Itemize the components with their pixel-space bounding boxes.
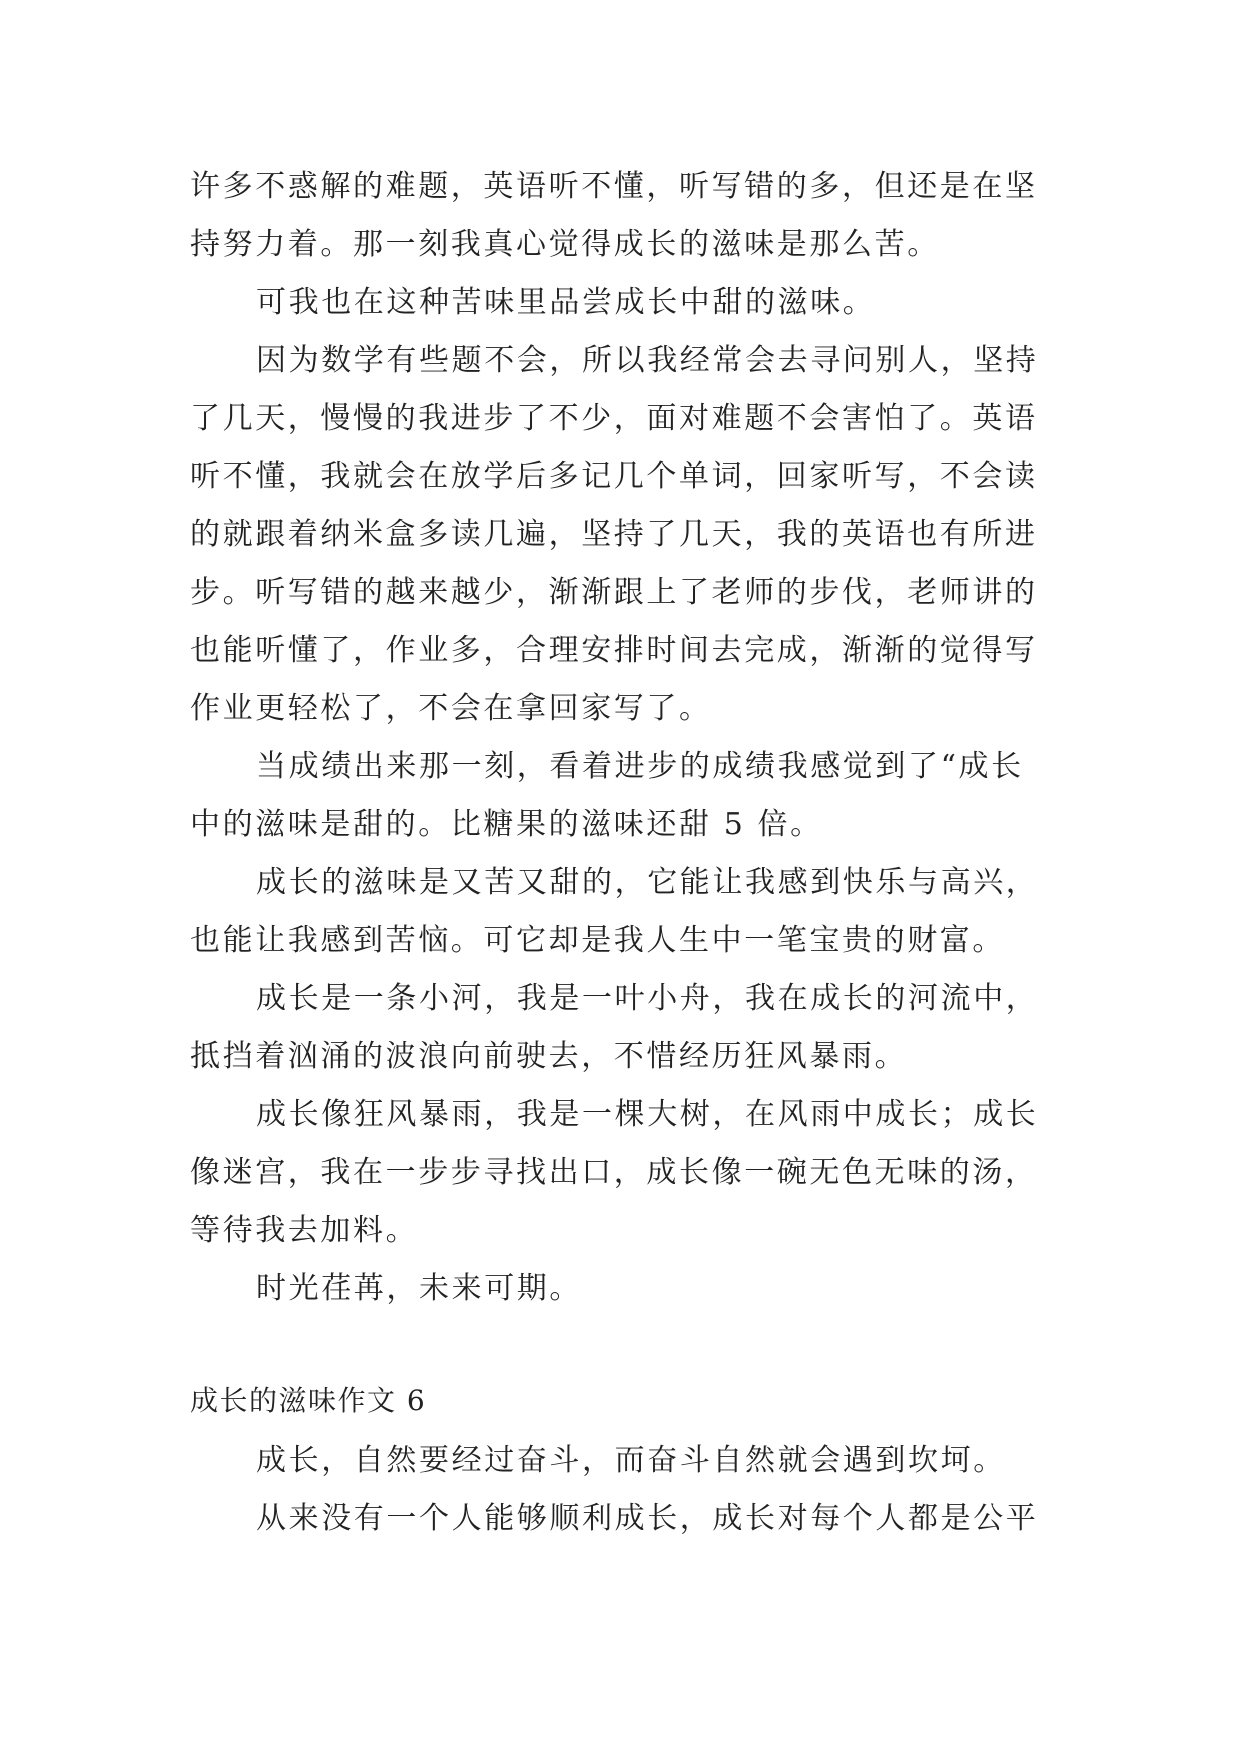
text-line: 的就跟着纳米盒多读几遍，坚持了几天，我的英语也有所进 — [190, 517, 1038, 552]
text-line: 步。听写错的越来越少，渐渐跟上了老师的步伐，老师讲的 — [190, 575, 1038, 610]
text-line: 成长的滋味是又苦又甜的，它能让我感到快乐与高兴， — [256, 865, 1039, 900]
text-line: 中的滋味是甜的。比糖果的滋味还甜 5 倍。 — [190, 807, 823, 842]
text-line: 成长像狂风暴雨，我是一棵大树，在风雨中成长；成长 — [256, 1097, 1039, 1132]
text-line: 从来没有一个人能够顺利成长，成长对每个人都是公平 — [256, 1501, 1039, 1536]
text-line: 了几天，慢慢的我进步了不少，面对难题不会害怕了。英语 — [190, 401, 1038, 436]
body-text-part1 — [190, 158, 1052, 1318]
text-line: 成长，自然要经过奋斗，而奋斗自然就会遇到坎坷。 — [256, 1443, 1006, 1478]
text-line: 听不懂，我就会在放学后多记几个单词，回家听写，不会读 — [190, 459, 1038, 494]
section-title: 成长的滋味作文 6 — [190, 1384, 427, 1417]
text-line: 也能让我感到苦恼。可它却是我人生中一笔宝贵的财富。 — [190, 923, 1005, 958]
text-line: 可我也在这种苦味里品尝成长中甜的滋味。 — [256, 285, 876, 320]
text-line: 因为数学有些题不会，所以我经常会去寻问别人，坚持 — [256, 343, 1039, 378]
text-line: 像迷宫，我在一步步寻找出口，成长像一碗无色无味的汤， — [190, 1155, 1038, 1190]
text-line: 成长是一条小河，我是一叶小舟，我在成长的河流中， — [256, 981, 1039, 1016]
text-line: 也能听懂了，作业多，合理安排时间去完成，渐渐的觉得写 — [190, 633, 1038, 668]
text-line: 等待我去加料。 — [190, 1213, 419, 1248]
text-line: 抵挡着汹涌的波浪向前驶去，不惜经历狂风暴雨。 — [190, 1039, 908, 1074]
text-line: 作业更轻松了，不会在拿回家写了。 — [190, 691, 712, 726]
text-line: 时光荏苒，未来可期。 — [256, 1271, 582, 1306]
text-line: 当成绩出来那一刻，看着进步的成绩我感觉到了“成长 — [256, 749, 1024, 784]
body-text-part2 — [190, 1432, 1052, 1548]
text-line: 许多不惑解的难题，英语听不懂，听写错的多，但还是在坚 — [190, 169, 1038, 204]
text-line: 持努力着。那一刻我真心觉得成长的滋味是那么苦。 — [190, 227, 940, 262]
